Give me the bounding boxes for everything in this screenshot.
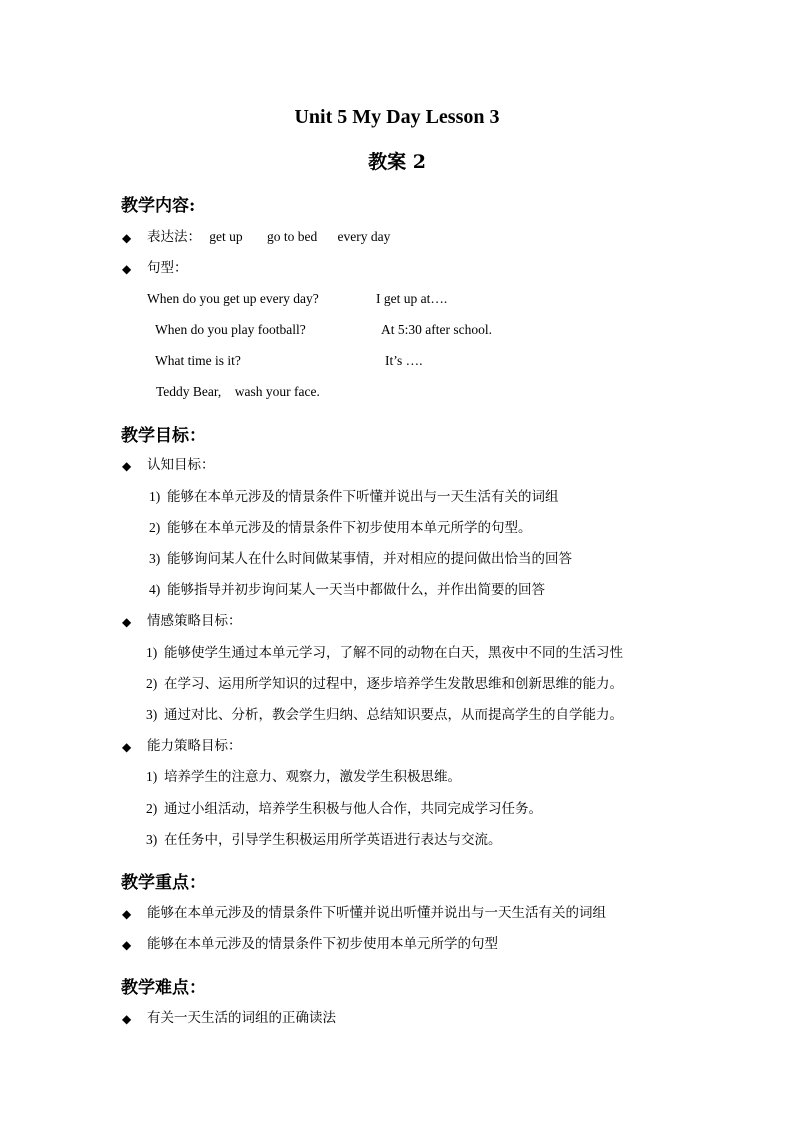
goal-item	[149, 520, 532, 536]
expressions-line	[147, 229, 390, 245]
patterns-label: 句型：	[147, 260, 188, 276]
goal-item-text: 能够使学生通过本单元学习，了解不同的动物在白天，黑夜中不同的生活习性	[164, 645, 623, 661]
goal-item-number: 2)	[146, 676, 158, 691]
goal-item	[146, 676, 623, 692]
document-title: Unit 5 My Day Lesson 3	[294, 106, 500, 128]
pattern-question: Teddy Bear, wash your face.	[156, 384, 320, 399]
goal-item-number: 1)	[146, 769, 158, 784]
pattern-question: When do you get up every day?	[147, 291, 319, 306]
goal-item-text: 能够在本单元涉及的情景条件下初步使用本单元所学的句型。	[167, 520, 532, 536]
goal-item-number: 2)	[149, 520, 161, 535]
bullet-icon: ◆	[122, 459, 132, 473]
bullet-icon: ◆	[122, 615, 132, 629]
section-heading-key-points: 教学重点：	[121, 873, 206, 893]
key-point-item: 能够在本单元涉及的情景条件下听懂并说出听懂并说出与一天生活有关的词组	[147, 905, 606, 921]
goal-item-number: 3)	[149, 551, 161, 566]
goal-item-number: 1)	[146, 645, 158, 660]
goal-item-number: 3)	[146, 832, 158, 847]
goal-item	[149, 582, 545, 598]
goal-item	[149, 489, 559, 505]
document-subtitle: 教案 2	[368, 151, 426, 173]
expression-item: go to bed	[266, 229, 318, 244]
goal-item-text: 培养学生的注意力、观察力，激发学生积极思维。	[164, 769, 461, 785]
goal-item	[149, 551, 572, 567]
goal-group-label: 情感策略目标：	[147, 613, 242, 629]
bullet-icon: ◆	[122, 740, 132, 754]
goal-item-text: 在学习、运用所学知识的过程中，逐步培养学生发散思维和创新思维的能力。	[164, 676, 623, 692]
goal-item-text: 能够指导并初步询问某人一天当中都做什么，并作出简要的回答	[167, 582, 545, 598]
bullet-icon: ◆	[122, 907, 132, 921]
goal-item	[146, 645, 623, 661]
goal-item	[146, 707, 623, 723]
bullet-icon: ◆	[122, 938, 132, 952]
goal-item	[146, 801, 542, 817]
expression-item: get up	[209, 229, 243, 244]
pattern-answer: It’s ….	[385, 353, 423, 368]
goal-item-text: 通过小组活动，培养学生积极与他人合作，共同完成学习任务。	[164, 801, 542, 817]
goal-item	[146, 769, 461, 785]
goal-item-number: 2)	[146, 801, 158, 816]
difficulty-item: 有关一天生活的词组的正确读法	[147, 1010, 336, 1026]
goal-group-label: 认知目标：	[147, 457, 215, 473]
goal-group-label: 能力策略目标：	[147, 738, 242, 754]
section-heading-difficulties: 教学难点：	[121, 978, 206, 998]
pattern-question: What time is it?	[155, 353, 241, 368]
pattern-question: When do you play football?	[155, 322, 306, 337]
section-heading-goals: 教学目标：	[121, 426, 206, 446]
goal-item-text: 能够询问某人在什么时间做某事情，并对相应的提问做出恰当的回答	[167, 551, 572, 567]
key-point-item: 能够在本单元涉及的情景条件下初步使用本单元所学的句型	[147, 936, 498, 952]
goal-item-text: 通过对比、分析，教会学生归纳、总结知识要点，从而提高学生的自学能力。	[164, 707, 623, 723]
goal-item-text: 在任务中，引导学生积极运用所学英语进行表达与交流。	[164, 832, 502, 848]
pattern-answer: I get up at….	[376, 291, 448, 306]
expression-item: every day	[337, 229, 391, 244]
section-heading-content: 教学内容:	[121, 196, 196, 216]
goal-item	[146, 832, 502, 848]
goal-item-text: 能够在本单元涉及的情景条件下听懂并说出与一天生活有关的词组	[167, 489, 559, 505]
expressions-label: 表达法：	[147, 229, 201, 245]
goal-item-number: 3)	[146, 707, 158, 722]
bullet-icon: ◆	[122, 1012, 132, 1026]
goal-item-number: 1)	[149, 489, 161, 504]
bullet-icon: ◆	[122, 231, 132, 245]
bullet-icon: ◆	[122, 262, 132, 276]
pattern-answer: At 5:30 after school.	[381, 322, 492, 337]
goal-item-number: 4)	[149, 582, 161, 597]
